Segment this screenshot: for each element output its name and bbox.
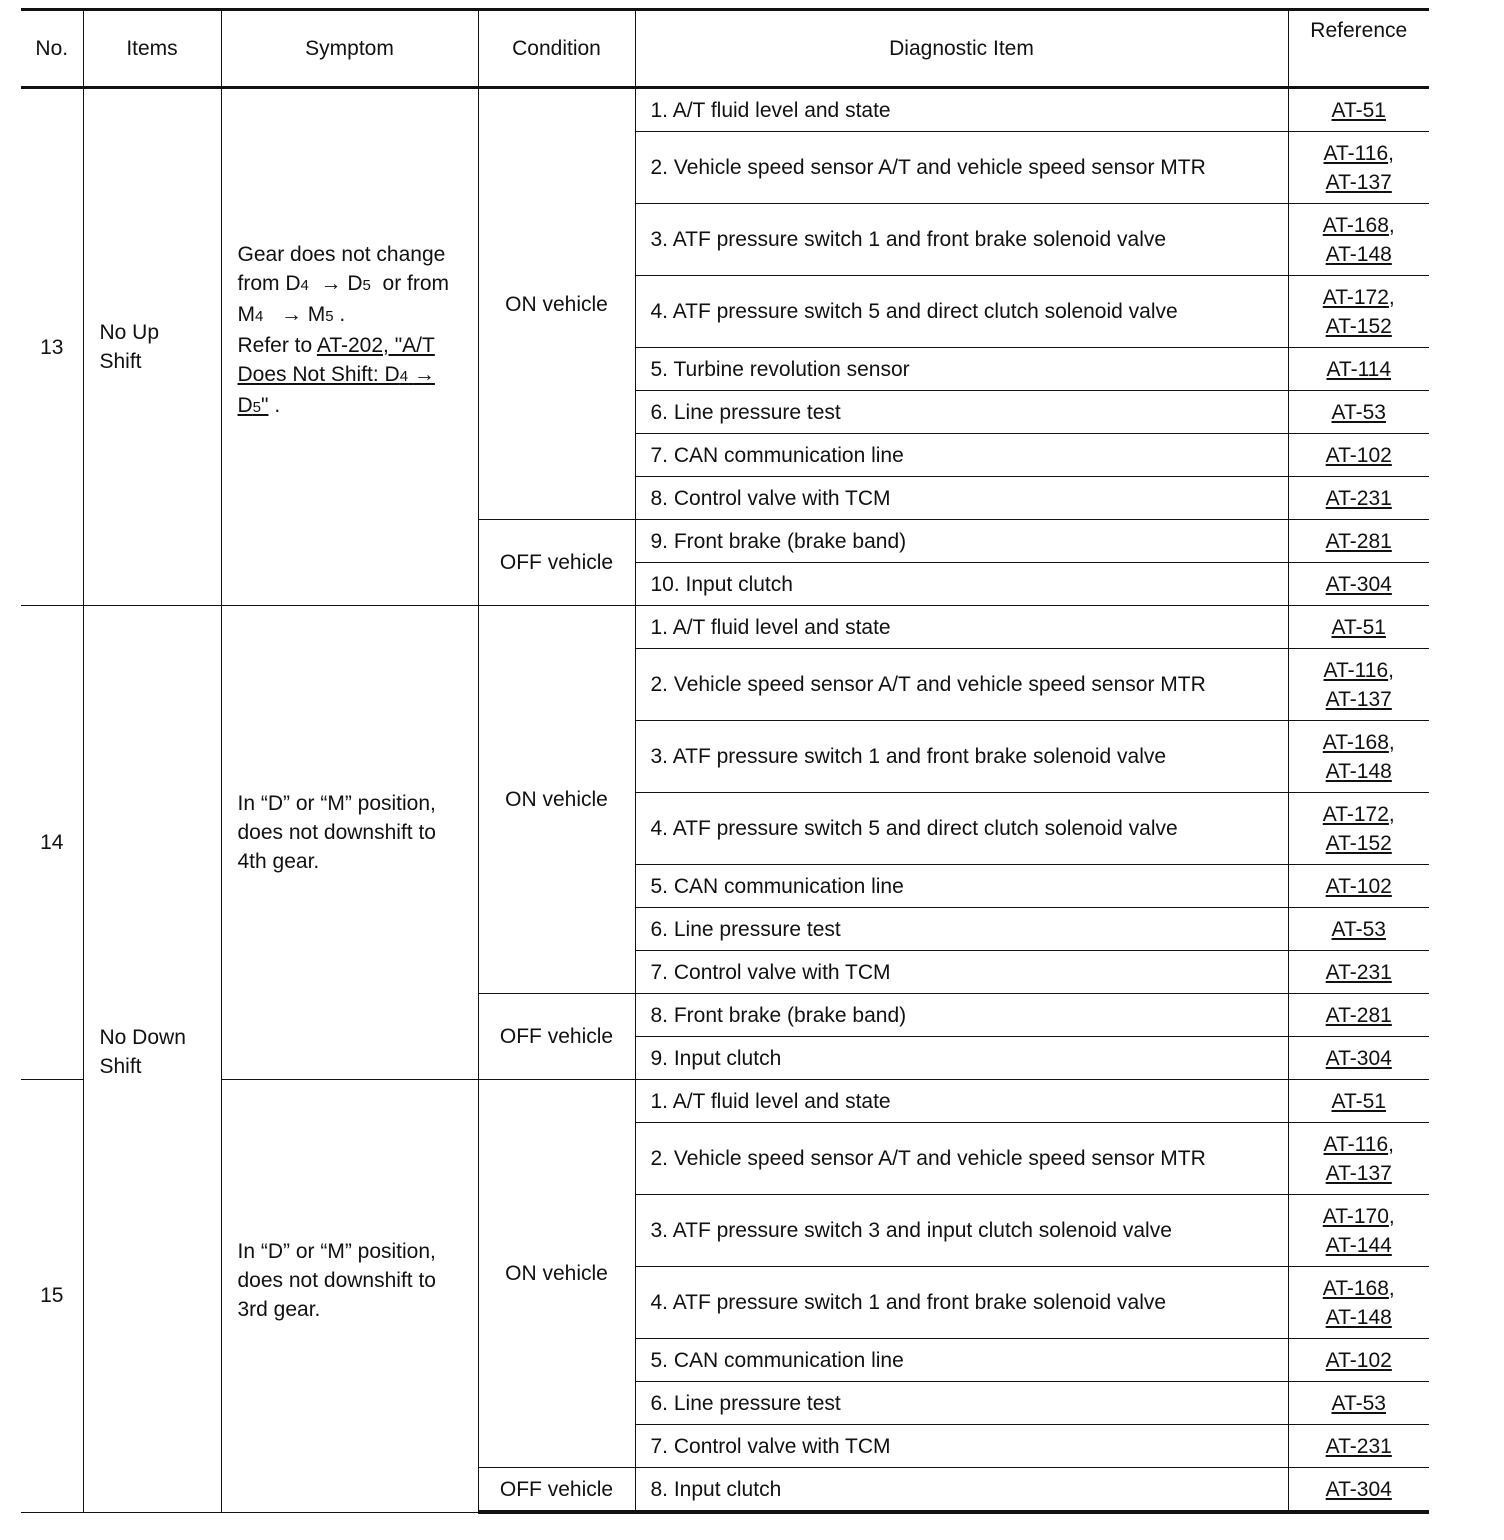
diagnostic-item: 7. CAN communication line: [635, 434, 1288, 477]
reference-link[interactable]: AT-148: [1325, 242, 1392, 266]
diagnostic-item: 3. ATF pressure switch 3 and input clutch solenoid valve: [635, 1195, 1288, 1267]
reference-link[interactable]: AT-304: [1325, 1477, 1392, 1501]
diagnostic-item: 2. Vehicle speed sensor A/T and vehicle speed sensor MTR: [635, 649, 1288, 721]
reference-link[interactable]: AT-116: [1323, 1132, 1389, 1156]
reference-link[interactable]: AT-102: [1325, 1348, 1392, 1372]
reference-link[interactable]: AT-231: [1325, 1434, 1392, 1458]
symptom-line: does not downshift to: [237, 821, 436, 844]
symptom-line: In “D” or “M” position,: [237, 792, 436, 815]
reference-cell: [1288, 348, 1429, 391]
header-diagnostic-item: Diagnostic Item: [635, 10, 1288, 88]
diagnostic-item: 6. Line pressure test: [635, 908, 1288, 951]
diagnostic-item: 8. Control valve with TCM: [635, 477, 1288, 520]
reference-link[interactable]: AT-137: [1325, 687, 1392, 711]
reference-cell: [1288, 1080, 1429, 1123]
symptom-cell: Gear does not change from D4 → D5 or from M4 → M5 . Refer to AT-202, "A/T Does Not Shift: D4 → D5" .: [221, 88, 478, 606]
item-line: Shift: [99, 350, 142, 373]
diagnosis-table-container: [21, 8, 1429, 1514]
reference-cell: [1288, 1468, 1429, 1513]
diagnostic-item: 1. A/T fluid level and state: [635, 88, 1288, 132]
diagnostic-item: 6. Line pressure test: [635, 391, 1288, 434]
reference-link[interactable]: AT-148: [1325, 759, 1392, 783]
item-cell: [83, 88, 221, 606]
reference-cell: AT-168, AT-148: [1288, 1267, 1429, 1339]
reference-cell: [1288, 434, 1429, 477]
diagnostic-item: 1. A/T fluid level and state: [635, 1080, 1288, 1123]
reference-link[interactable]: AT-53: [1331, 917, 1386, 941]
reference-link[interactable]: AT-144: [1325, 1233, 1392, 1257]
reference-link[interactable]: AT-168: [1322, 1276, 1389, 1300]
condition-on-vehicle: ON vehicle: [478, 88, 635, 520]
reference-link[interactable]: AT-102: [1325, 443, 1392, 467]
diagnostic-item: 5. CAN communication line: [635, 1339, 1288, 1382]
reference-link[interactable]: AT-172: [1322, 285, 1389, 309]
reference-cell: [1288, 1382, 1429, 1425]
reference-cell: AT-172, AT-152: [1288, 793, 1429, 865]
reference-link[interactable]: AT-152: [1325, 831, 1392, 855]
diagnostic-item: 4. ATF pressure switch 5 and direct clutch solenoid valve: [635, 276, 1288, 348]
reference-link[interactable]: AT-304: [1325, 1046, 1392, 1070]
symptom-cell: [221, 1080, 478, 1513]
diagnostic-item: 1. A/T fluid level and state: [635, 606, 1288, 649]
reference-link[interactable]: AT-170: [1322, 1204, 1389, 1228]
reference-link[interactable]: AT-51: [1331, 98, 1386, 122]
diagnostic-item: 4. ATF pressure switch 5 and direct clutch solenoid valve: [635, 793, 1288, 865]
reference-link[interactable]: AT-168: [1322, 213, 1389, 237]
reference-link[interactable]: AT-231: [1325, 486, 1392, 510]
reference-cell: [1288, 563, 1429, 606]
reference-cell: AT-168, AT-148: [1288, 204, 1429, 276]
reference-link[interactable]: AT-51: [1331, 615, 1386, 639]
reference-link[interactable]: AT-53: [1331, 1391, 1386, 1415]
diagnostic-item: 3. ATF pressure switch 1 and front brake solenoid valve: [635, 204, 1288, 276]
reference-cell: [1288, 908, 1429, 951]
reference-link[interactable]: AT-231: [1325, 960, 1392, 984]
item-cell: [83, 606, 221, 1513]
symptom-line: does not downshift to: [237, 1269, 436, 1293]
header-symptom: Symptom: [221, 10, 478, 88]
symptom-line: In “D” or “M” position,: [237, 1240, 436, 1264]
symptom-cell: [221, 606, 478, 1080]
diagnostic-item: 5. CAN communication line: [635, 865, 1288, 908]
reference-link[interactable]: AT-53: [1331, 400, 1386, 424]
reference-cell: [1288, 994, 1429, 1037]
diagnostic-item: 9. Input clutch: [635, 1037, 1288, 1080]
reference-cell: AT-116, AT-137: [1288, 132, 1429, 204]
diagnostic-item: 2. Vehicle speed sensor A/T and vehicle speed sensor MTR: [635, 132, 1288, 204]
diagnostic-item: 10. Input clutch: [635, 563, 1288, 606]
condition-on-vehicle: ON vehicle: [478, 606, 635, 994]
reference-link[interactable]: AT-152: [1325, 314, 1392, 338]
reference-link[interactable]: AT-51: [1331, 1089, 1386, 1113]
reference-link[interactable]: AT-168: [1322, 730, 1389, 754]
diagnostic-item: 8. Front brake (brake band): [635, 994, 1288, 1037]
diagnostic-item: 5. Turbine revolution sensor: [635, 348, 1288, 391]
header-no: No.: [21, 10, 83, 88]
condition-on-vehicle: ON vehicle: [478, 1080, 635, 1468]
reference-cell: [1288, 477, 1429, 520]
item-line: Shift: [99, 1054, 142, 1078]
reference-link[interactable]: AT-304: [1325, 572, 1392, 596]
reference-link[interactable]: AT-137: [1325, 170, 1392, 194]
header-reference: Reference: [1288, 10, 1429, 88]
item-line: No Down: [99, 1025, 186, 1049]
reference-link[interactable]: AT-281: [1325, 1003, 1392, 1027]
row-number: 15: [21, 1080, 83, 1513]
reference-cell: [1288, 1037, 1429, 1080]
reference-cell: [1288, 520, 1429, 563]
reference-cell: [1288, 88, 1429, 132]
symptom-reference-link[interactable]: AT-202, "A/T Does Not Shift: D4 → D5": [237, 334, 435, 417]
symptom-line: 3rd gear.: [237, 1298, 321, 1322]
table-row: [21, 1080, 1429, 1123]
diagnostic-item: 2. Vehicle speed sensor A/T and vehicle speed sensor MTR: [635, 1123, 1288, 1195]
reference-cell: AT-168, AT-148: [1288, 721, 1429, 793]
reference-link[interactable]: AT-114: [1326, 357, 1392, 381]
table-header-row: [21, 10, 1429, 88]
reference-link[interactable]: AT-148: [1325, 1305, 1392, 1329]
diagnostic-item: 6. Line pressure test: [635, 1382, 1288, 1425]
header-condition: Condition: [478, 10, 635, 88]
diagnostic-item: 7. Control valve with TCM: [635, 1425, 1288, 1468]
reference-cell: AT-172, AT-152: [1288, 276, 1429, 348]
reference-cell: [1288, 865, 1429, 908]
condition-off-vehicle: OFF vehicle: [478, 994, 635, 1080]
reference-cell: [1288, 606, 1429, 649]
diagnostic-item: 3. ATF pressure switch 1 and front brake solenoid valve: [635, 721, 1288, 793]
row-number: 14: [21, 606, 83, 1080]
diagnostic-item: 7. Control valve with TCM: [635, 951, 1288, 994]
reference-link[interactable]: AT-172: [1322, 802, 1389, 826]
header-items: Items: [83, 10, 221, 88]
item-line: No Up: [99, 321, 160, 344]
symptom-line: 4th gear.: [237, 850, 320, 873]
reference-cell: AT-116, AT-137: [1288, 649, 1429, 721]
reference-link[interactable]: AT-281: [1325, 529, 1392, 553]
reference-cell: AT-116, AT-137: [1288, 1123, 1429, 1195]
condition-off-vehicle: OFF vehicle: [478, 520, 635, 606]
diagnostic-item: 9. Front brake (brake band): [635, 520, 1288, 563]
reference-link[interactable]: AT-116: [1323, 141, 1389, 165]
row-group-13: [21, 88, 1429, 606]
reference-link[interactable]: AT-116: [1323, 658, 1389, 682]
reference-cell: [1288, 391, 1429, 434]
row-number: 13: [21, 88, 83, 606]
diagnostic-item: 4. ATF pressure switch 1 and front brake solenoid valve: [635, 1267, 1288, 1339]
reference-cell: [1288, 951, 1429, 994]
reference-link[interactable]: AT-102: [1325, 874, 1392, 898]
symptom-line: Gear does not change: [237, 243, 446, 266]
reference-cell: AT-170, AT-144: [1288, 1195, 1429, 1267]
table-row: [21, 88, 1429, 132]
reference-link[interactable]: AT-137: [1325, 1161, 1392, 1185]
condition-off-vehicle: OFF vehicle: [478, 1468, 635, 1513]
reference-cell: [1288, 1339, 1429, 1382]
reference-cell: [1288, 1425, 1429, 1468]
diagnostic-item: 8. Input clutch: [635, 1468, 1288, 1513]
row-group-14-15: [21, 606, 1429, 1513]
table-row: [21, 606, 1429, 649]
diagnosis-table: [21, 8, 1429, 1514]
